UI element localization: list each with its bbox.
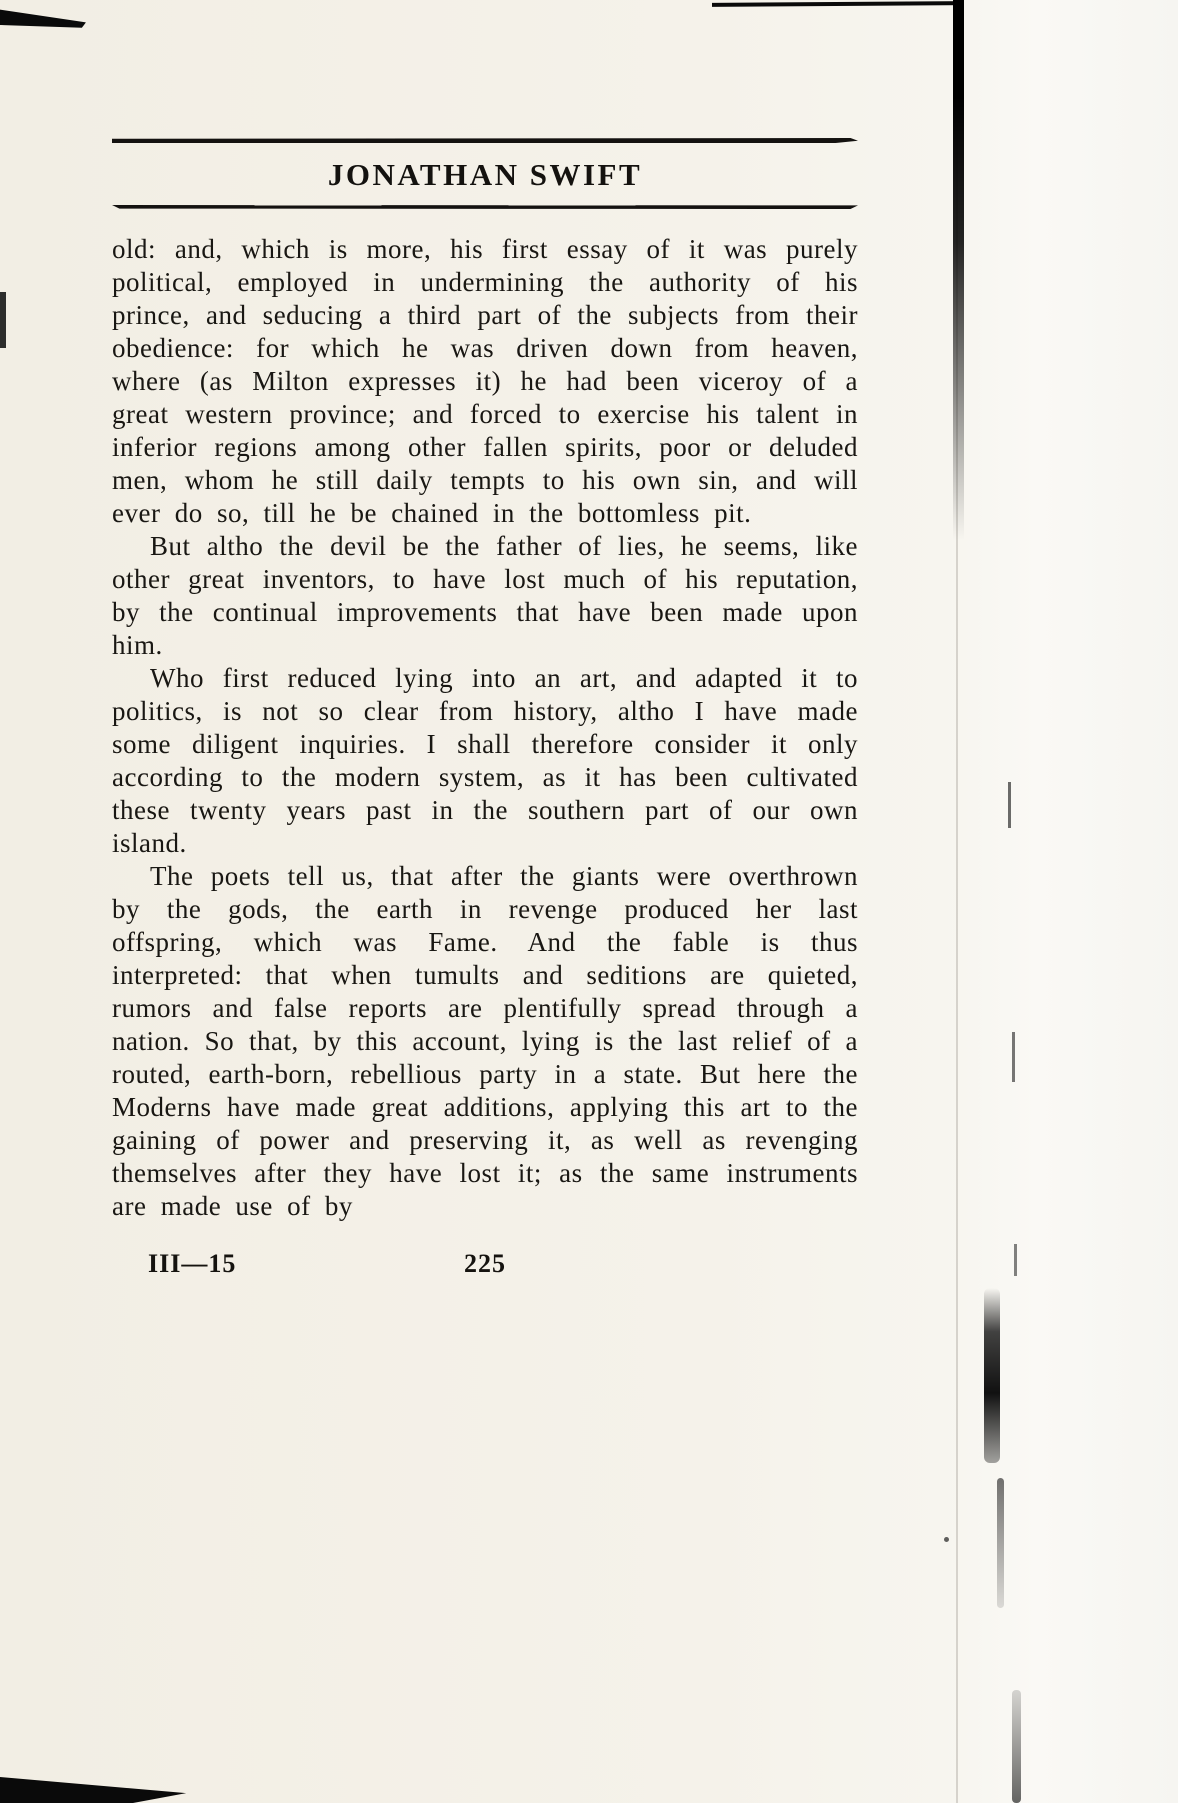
page-content	[112, 138, 858, 1289]
header-rule-top	[112, 138, 858, 143]
paragraph-4: The poets tell us, that after the giants were overthrown by the gods, the earth in revenge produced her last offspring, which was Fame. And the fable is thus interpreted: that when tumults and seditions are quieted, rumors and false reports are plentifully spread through a nation. So that, by this account, lying is the last relief of a routed, earth-born, rebellious party in a state. But here the Moderns have made great additions, applying this art to the gaining of power and preserving it, as well as revenging themselves after they have lost it; as the same instruments are made use of by	[112, 861, 858, 1221]
page-number: 225	[464, 1249, 506, 1278]
scan-artifact-margin-tick-1	[1008, 782, 1011, 828]
scan-artifact-right-streak-bottom	[1012, 1690, 1021, 1803]
scan-artifact-right-streak-lower	[997, 1478, 1004, 1608]
signature-mark: III—15	[148, 1249, 237, 1278]
scan-artifact-top-right-line	[712, 1, 964, 7]
running-head-title: JONATHAN SWIFT	[327, 157, 643, 192]
scan-artifact-margin-tick-3	[1014, 1244, 1017, 1276]
scan-artifact-right-streak-top	[953, 0, 964, 540]
paragraph-1: old: and, which is more, his first essay of it was purely political, employed in undermining the authority of his prince, and seducing a third part of the subjects from their obedience: for which he was driven down from heaven, where (as Milton expresses it) he had been viceroy of a great western province; and forced to exercise his talent in inferior regions among other fallen spirits, poor or deluded men, whom he still daily tempts to his own sin, and will ever do so, till he be chained in the bottomless pit.	[112, 234, 858, 528]
scan-artifact-top-left-corner	[0, 9, 86, 31]
paragraph-3: Who first reduced lying into an art, and adapted it to politics, is not so clear from history, altho I have made some diligent inquiries. I shall therefore consider it only according to the modern system, as it has been cultivated these twenty years past in the southern part of our own island.	[112, 663, 858, 858]
scan-artifact-margin-tick-2	[1012, 1032, 1015, 1082]
paragraph-2: But altho the devil be the father of lies, he seems, like other great inventors, to have lost much of his reputation, by the continual improvements that have been made upon him.	[112, 531, 858, 660]
scan-artifact-margin-dot	[944, 1537, 949, 1542]
page-footer	[112, 1249, 858, 1289]
scan-artifact-left-edge-mark	[0, 292, 6, 348]
page-body-text	[112, 233, 858, 1223]
scan-artifact-right-streak-middle	[984, 1288, 1000, 1463]
scan-artifact-bottom-left-corner	[0, 1777, 190, 1803]
header-rule-bottom	[112, 205, 858, 209]
